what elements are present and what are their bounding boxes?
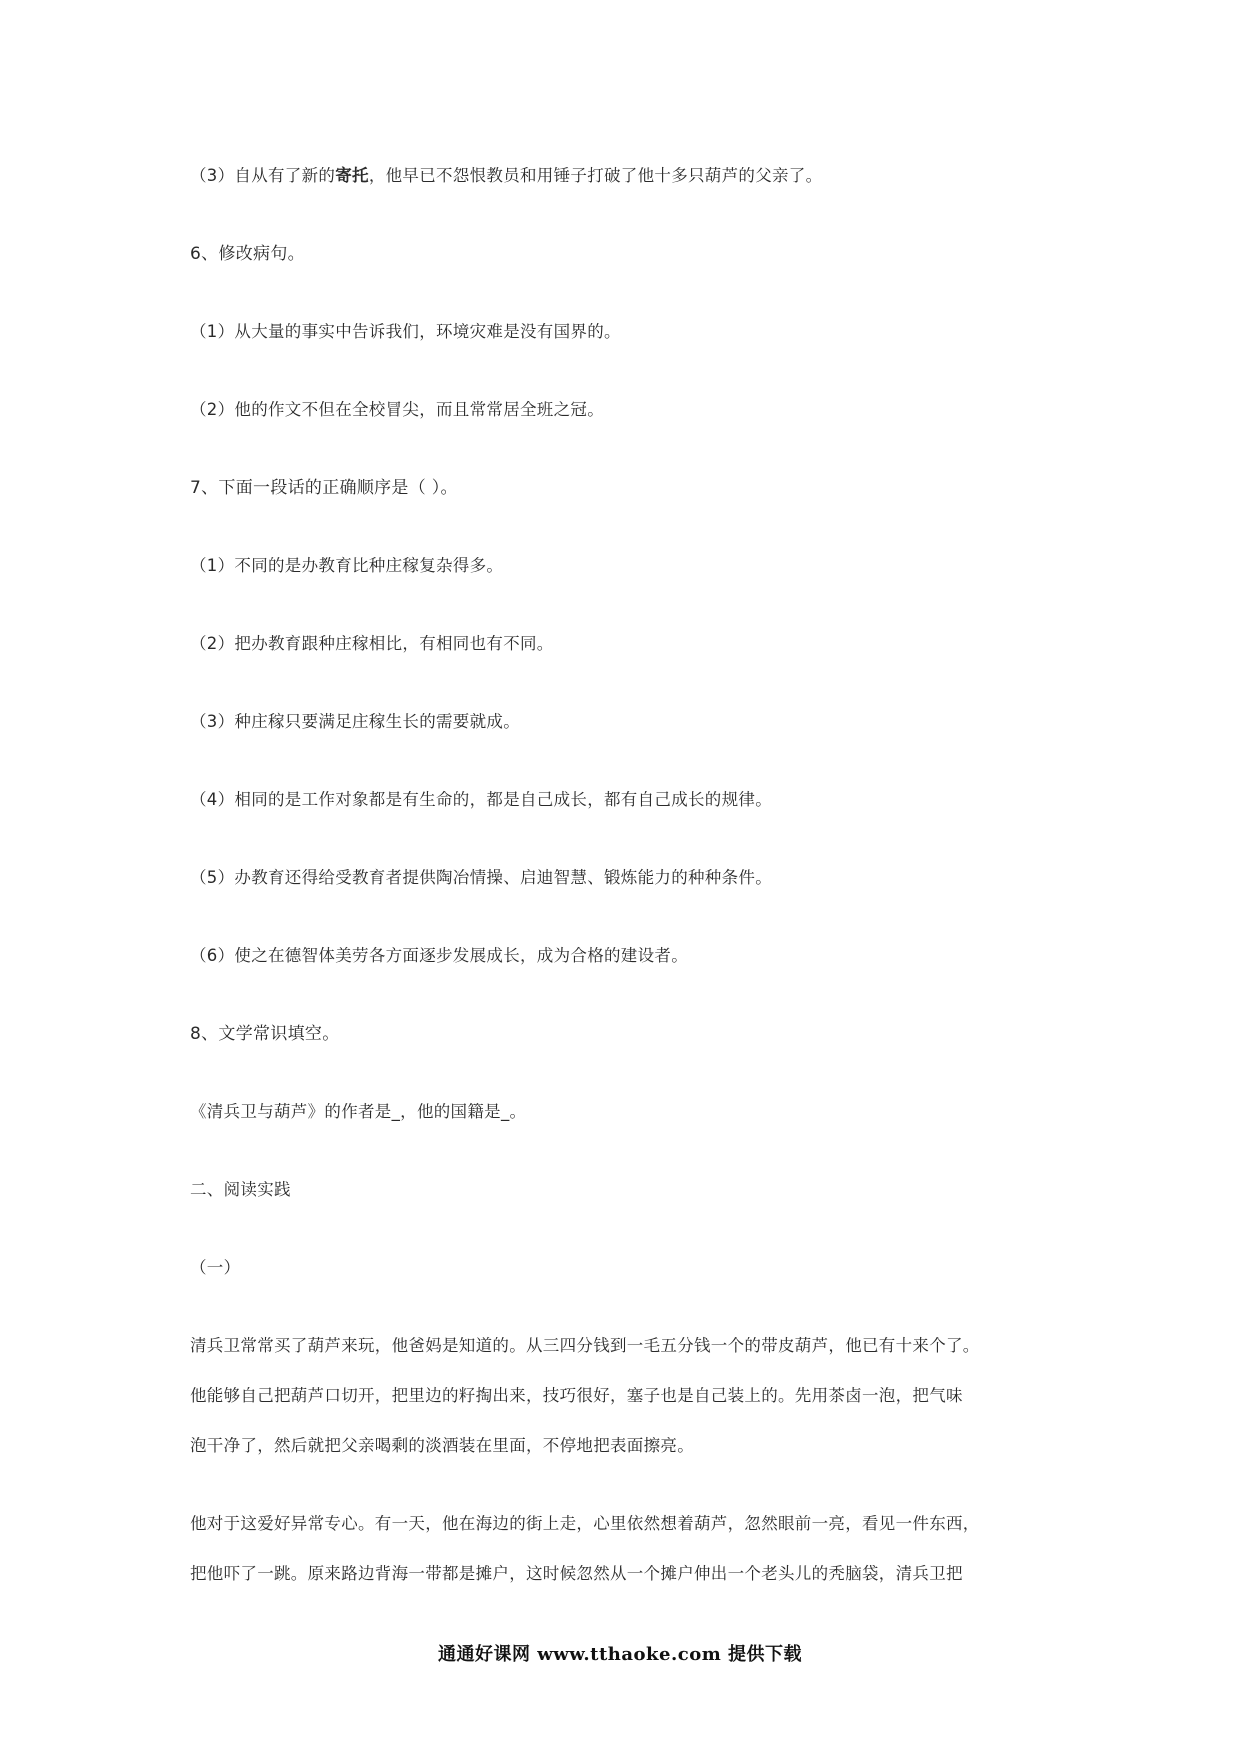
page-footer: 通通好课网 www.tthaoke.com 提供下载 — [437, 1644, 803, 1665]
q7-item-3: （3）种庄稼只要满足庄稼生长的需要就成。 — [190, 712, 520, 731]
section-title: 二、阅读实践 — [190, 1180, 291, 1199]
passage-p1-line-3: 泡干净了，然后就把父亲喝剩的淡酒装在里面，不停地把表面擦亮。 — [190, 1436, 694, 1455]
q7-item-5: （5）办教育还得给受教育者提供陶冶情操、启迪智慧、锻炼能力的种种条件。 — [190, 868, 772, 887]
part-label: （一） — [190, 1258, 241, 1277]
passage-p2-line-2: 把他吓了一跳。原来路边背海一带都是摊户，这时候忽然从一个摊户伸出一个老头儿的秃脑袋，清兵卫把 — [190, 1564, 963, 1583]
q5-item-3-after: ，他早已不怨恨教员和用锤子打破了他十多只葫芦的父亲了。 — [368, 166, 823, 185]
q7-item-2: （2）把办教育跟种庄稼相比，有相同也有不同。 — [190, 634, 554, 653]
q7-item-6: （6）使之在德智体美劳各方面逐步发展成长，成为合格的建设者。 — [190, 946, 688, 965]
passage-p2-line-1: 他对于这爱好异常专心。有一天，他在海边的街上走，心里依然想着葫芦，忽然眼前一亮，看见一件东西， — [190, 1514, 980, 1533]
q5-item-3 — [190, 164, 822, 188]
passage-p1-line-2: 他能够自己把葫芦口切开，把里边的籽掏出来，技巧很好，塞子也是自己装上的。先用茶卤一泡，把气味 — [190, 1386, 963, 1405]
q6-item-1: （1）从大量的事实中告诉我们，环境灾难是没有国界的。 — [190, 322, 621, 341]
passage-p1-line-1: 清兵卫常常买了葫芦来玩，他爸妈是知道的。从三四分钱到一毛五分钱一个的带皮葫芦，他已有十来个了。 — [190, 1336, 980, 1355]
q6-title: 6、修改病句。 — [190, 244, 305, 264]
q8-title: 8、文学常识填空。 — [190, 1024, 340, 1044]
q8-text: 《清兵卫与葫芦》的作者是_，他的国籍是_。 — [190, 1102, 527, 1121]
q5-item-3-before: （3）自从有了新的 — [190, 166, 336, 185]
q6-item-2: （2）他的作文不但在全校冒尖，而且常常居全班之冠。 — [190, 400, 604, 419]
q7-title: 7、下面一段话的正确顺序是（ ）。 — [190, 478, 458, 498]
q7-item-1: （1）不同的是办教育比种庄稼复杂得多。 — [190, 556, 504, 575]
q7-item-4: （4）相同的是工作对象都是有生命的，都是自己成长，都有自己成长的规律。 — [190, 790, 772, 809]
q5-item-3-bold-word: 寄托 — [335, 166, 369, 185]
